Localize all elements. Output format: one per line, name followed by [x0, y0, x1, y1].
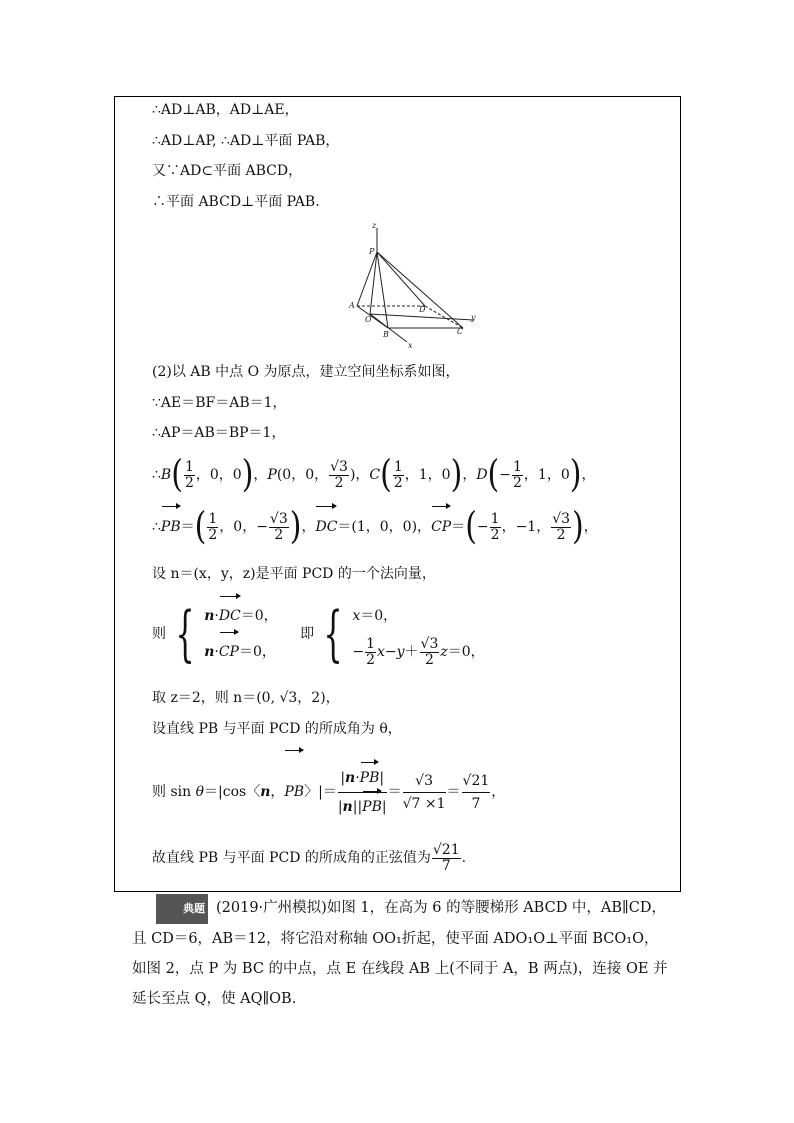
label-A: A	[349, 301, 355, 310]
system-line: 则 { n·DC＝0， n·CP＝0， 即 { x＝0， − $\frac{1}{2}$ x−y＋ $\frac{√3}{2}$ z＝0，	[152, 599, 485, 669]
label-P: P	[369, 247, 375, 256]
coordinate-figure	[345, 220, 480, 350]
points-line: ∴B( $\frac{1}{2}$ ，0，0)，P(0，0， $\frac{√3}{2}$ )，C( $\frac{1}{2}$ ，1，0)，D(− $\frac{1}{2}$ ，1，0)，	[152, 452, 596, 497]
angle-line: 设直线 PB 与平面 PCD 的所成角为 θ，	[152, 721, 402, 737]
edge-PB	[377, 252, 388, 328]
line-4: ∴平面 ABCD⊥平面 PAB.	[152, 194, 320, 210]
line-7: ∴AP＝AB＝BP＝1，	[152, 425, 286, 441]
line-3: 又∵AD⊂平面 ABCD，	[152, 163, 303, 179]
y-axis	[370, 314, 473, 320]
sine-line: 则 sin θ＝|cos〈n，PB〉|＝ $\frac{|n\cdot PB|}{|n||PB|}$ ＝ $\frac{√3}{√7 \times 1}$ ＝ $\frac{√21}{7}$ ，	[152, 752, 505, 832]
normal-vector-line: 设 n＝(x，y，z)是平面 PCD 的一个法向量，	[152, 566, 436, 582]
conclusion-line: 故直线 PB 与平面 PCD 的所成角的正弦值为 $\frac{√21}{7}$ .	[152, 841, 467, 874]
edge-PD	[377, 252, 425, 306]
label-D: D	[419, 305, 426, 314]
label-x: x	[408, 341, 413, 350]
label-y: y	[471, 313, 476, 322]
line-2: ∴AD⊥AP, ∴AD⊥平面 PAB，	[152, 133, 340, 149]
example-paragraph	[132, 893, 672, 1014]
line-6: ∵AE＝BF＝AB＝1，	[152, 395, 287, 411]
edge-DC	[425, 306, 463, 328]
label-O: O	[365, 315, 372, 324]
label-C: C	[457, 327, 464, 336]
vectors-line: ∴PB＝( $\frac{1}{2}$ ，0，− $\frac{√3}{2}$ )，DC＝(1，0，0)，CP＝(− $\frac{1}{2}$ ，−1， $\frac{√3}{2}$ )，	[152, 504, 598, 549]
line-1: ∴AD⊥AB，AD⊥AE，	[152, 102, 299, 118]
take-z-line: 取 z＝2，则 n＝(0, √3，2)，	[152, 690, 340, 706]
example-badge: 典题	[156, 894, 208, 924]
example-text: (2019·广州模拟)如图 1，在高为 6 的等腰梯形 ABCD 中，AB∥CD，且 CD＝6，AB＝12，将它沿对称轴 OO₁折起，使平面 ADO₁O⊥平面 BCO₁O，如图 2，点 P 为 BC 的中点，点 E 在线段 AB 上(不同于 A，B 两点)，连接 OE 并延长至点 Q，使 AQ∥OB.	[132, 900, 668, 1007]
label-B: B	[383, 330, 389, 339]
line-5: (2)以 AB 中点 O 为原点，建立空间坐标系如图，	[152, 364, 460, 380]
label-z: z	[372, 221, 377, 230]
